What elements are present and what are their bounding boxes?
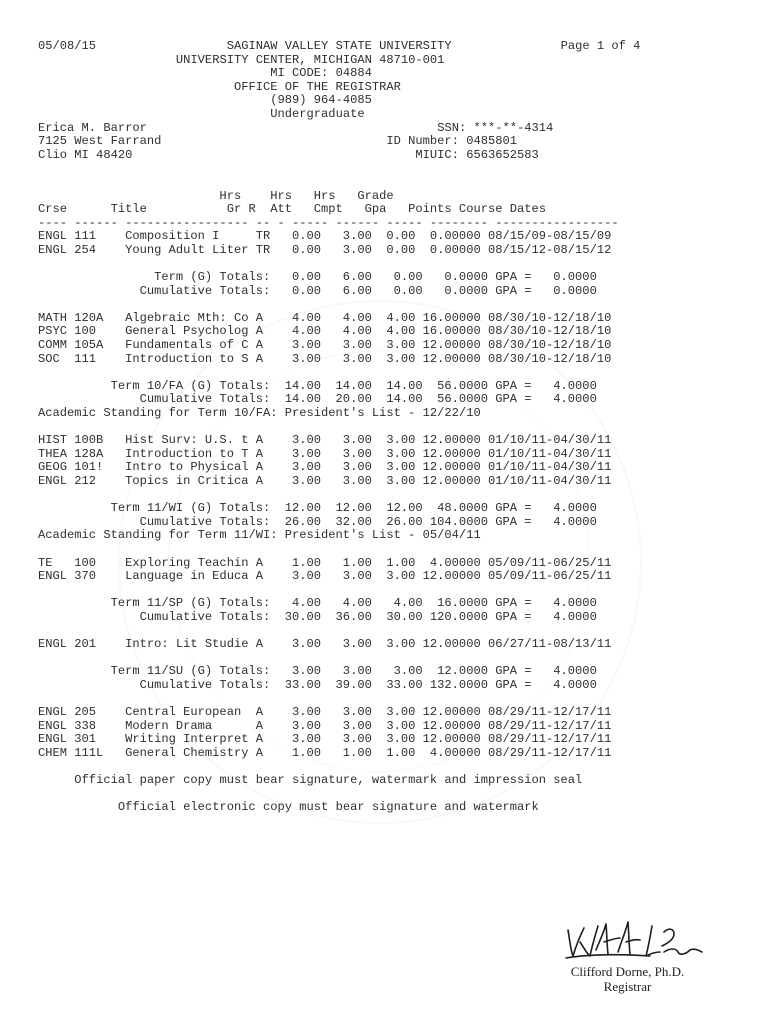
registrar-title: Registrar xyxy=(603,979,652,994)
course-row: TE 100 Exploring Teachin A 1.00 1.00 1.00 4.00000 05/09/11-06/25/11 xyxy=(38,555,612,570)
cumulative-totals: Cumulative Totals: 14.00 20.00 14.00 56.0000 GPA = 4.0000 xyxy=(38,392,597,407)
student-name: Erica M. Barror xyxy=(38,120,147,135)
course-row: COMM 105A Fundamentals of C A 3.00 3.00 3.00 12.00000 08/30/10-12/18/10 xyxy=(38,338,612,353)
student-ssn: SSN: ***-**-4314 xyxy=(437,120,554,135)
cumulative-totals: Cumulative Totals: 0.00 6.00 0.00 0.0000 GPA = 0.0000 xyxy=(38,283,597,298)
course-row: GEOG 101! Intro to Physical A 3.00 3.00 3.00 12.00000 01/10/11-04/30/11 xyxy=(38,460,612,475)
student-level: Undergraduate xyxy=(270,106,365,121)
term-totals: Term 11/SP (G) Totals: 4.00 4.00 4.00 16.0000 GPA = 4.0000 xyxy=(38,596,597,611)
course-row: ENGL 205 Central European A 3.00 3.00 3.00 12.00000 08/29/11-12/17/11 xyxy=(38,705,612,720)
course-row: ENGL 370 Language in Educa A 3.00 3.00 3.00 12.00000 05/09/11-06/25/11 xyxy=(38,569,612,584)
term-totals: Term 11/WI (G) Totals: 12.00 12.00 12.00 48.0000 GPA = 4.0000 xyxy=(38,501,597,516)
institution-address: UNIVERSITY CENTER, MICHIGAN 48710-001 xyxy=(175,52,445,67)
course-row: ENGL 301 Writing Interpret A 3.00 3.00 3.00 12.00000 08/29/11-12/17/11 xyxy=(38,732,612,747)
transcript-text xyxy=(38,40,640,815)
student-street: 7125 West Farrand xyxy=(38,134,162,149)
paper-copy-notice: Official paper copy must bear signature, watermark and impression seal xyxy=(74,773,583,788)
course-row: THEA 128A Introduction to T A 3.00 3.00 3.00 12.00000 01/10/11-04/30/11 xyxy=(38,446,612,461)
academic-standing: Academic Standing for Term 11/WI: President's List - 05/04/11 xyxy=(38,528,481,543)
course-row: ENGL 254 Young Adult Liter TR 0.00 3.00 0.00 0.00000 08/15/12-08/15/12 xyxy=(38,242,612,257)
column-header-rule: ---- ------ ----------------- -- - ----- ------ ----- -------- ----------------- xyxy=(38,215,619,230)
student-city: Clio MI 48420 xyxy=(38,147,133,162)
student-id-number: ID Number: 0485801 xyxy=(386,134,518,149)
term-totals: Term (G) Totals: 0.00 6.00 0.00 0.0000 GPA = 0.0000 xyxy=(38,270,597,285)
course-row: ENGL 338 Modern Drama A 3.00 3.00 3.00 12.00000 08/29/11-12/17/11 xyxy=(38,718,612,733)
cumulative-totals: Cumulative Totals: 30.00 36.00 30.00 120.0000 GPA = 4.0000 xyxy=(38,609,597,624)
course-row: PSYC 100 General Psycholog A 4.00 4.00 4.00 16.00000 08/30/10-12/18/10 xyxy=(38,324,612,339)
term-totals: Term 10/FA (G) Totals: 14.00 14.00 14.00 56.0000 GPA = 4.0000 xyxy=(38,378,597,393)
course-row: ENGL 201 Intro: Lit Studie A 3.00 3.00 3.00 12.00000 06/27/11-08/13/11 xyxy=(38,637,612,652)
course-row: CHEM 111L General Chemistry A 1.00 1.00 1.00 4.00000 08/29/11-12/17/11 xyxy=(38,745,612,760)
institution-name: SAGINAW VALLEY STATE UNIVERSITY xyxy=(226,39,452,53)
course-row: HIST 100B Hist Surv: U.S. t A 3.00 3.00 3.00 12.00000 01/10/11-04/30/11 xyxy=(38,433,612,448)
mi-code: MI CODE: 04884 xyxy=(270,66,372,81)
course-row: MATH 120A Algebraic Mth: Co A 4.00 4.00 4.00 16.00000 08/30/10-12/18/10 xyxy=(38,310,612,325)
term-totals: Term 11/SU (G) Totals: 3.00 3.00 3.00 12.0000 GPA = 4.0000 xyxy=(38,664,597,679)
column-header-line-1: Hrs Hrs Hrs Grade xyxy=(38,188,394,203)
registrar-signature-image xyxy=(560,912,710,967)
student-miuic: MIUIC: 6563652583 xyxy=(415,147,539,162)
office-name: OFFICE OF THE REGISTRAR xyxy=(233,79,401,94)
course-row: SOC 111 Introduction to S A 3.00 3.00 3.00 12.00000 08/30/10-12/18/10 xyxy=(38,351,612,366)
electronic-copy-notice: Official electronic copy must bear signature and watermark xyxy=(117,800,539,815)
office-phone: (989) 964-4085 xyxy=(270,93,372,108)
course-row: ENGL 111 Composition I TR 0.00 3.00 0.00 0.00000 08/15/09-08/15/09 xyxy=(38,229,612,244)
academic-standing: Academic Standing for Term 10/FA: President's List - 12/22/10 xyxy=(38,406,481,421)
registrar-name: Clifford Dorne, Ph.D. xyxy=(570,964,685,979)
page-number: Page 1 of 4 xyxy=(560,39,641,53)
cumulative-totals: Cumulative Totals: 26.00 32.00 26.00 104.0000 GPA = 4.0000 xyxy=(38,514,597,529)
print-date: 05/08/15 xyxy=(38,39,97,53)
course-row: ENGL 212 Topics in Critica A 3.00 3.00 3.00 12.00000 01/10/11-04/30/11 xyxy=(38,474,612,488)
column-header-line-2: Crse Title Gr R Att Cmpt Gpa Points Course Dates xyxy=(38,202,547,217)
cumulative-totals: Cumulative Totals: 33.00 39.00 33.00 132.0000 GPA = 4.0000 xyxy=(38,677,597,692)
